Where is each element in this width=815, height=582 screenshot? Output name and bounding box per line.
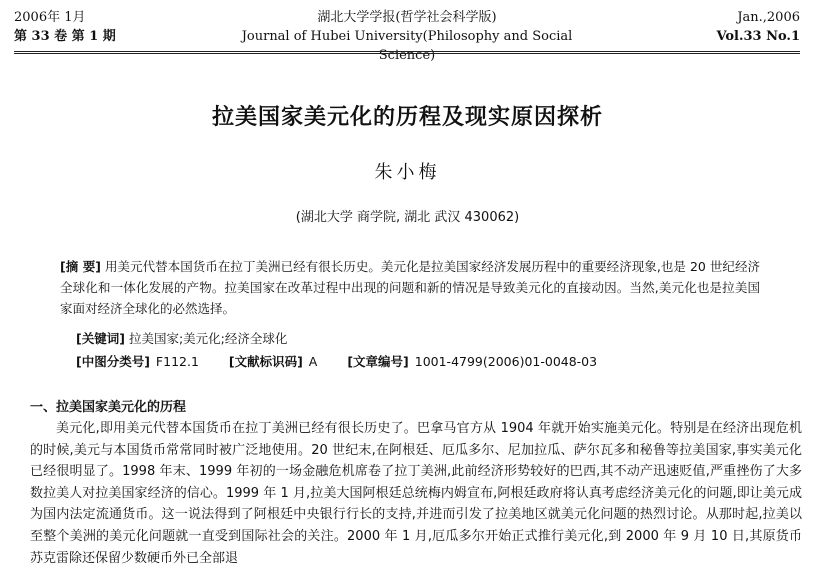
- article-no-label: [文章编号]: [347, 354, 409, 369]
- header-journal-cn: 湖北大学学报(哲学社会科学版): [317, 10, 497, 25]
- clc-value: F112.1: [155, 354, 199, 369]
- article-title: 拉美国家美元化的历程及现实原因探析: [211, 105, 603, 130]
- header-volume-cn: 第 33 卷 第 1 期: [14, 29, 116, 44]
- article-author: 朱小梅: [374, 162, 441, 183]
- keywords: [76, 328, 766, 349]
- header-volume-en: Vol.33 No.1: [716, 29, 800, 44]
- clc-label: [中图分类号]: [76, 354, 150, 369]
- running-header: [14, 8, 800, 63]
- header-journal-en: Journal of Hubei University(Philosophy and Social Science): [241, 29, 573, 63]
- body-paragraph: 美元化,即用美元代替本国货币在拉丁美洲已经有很长历史了。巴拿马官方从 1904 年就开始实施美元化。特别是在经济出现危机的时候,美元与本国货币常常同时被广泛地使用。20 世纪末,在阿根廷、厄瓜多尔、尼加拉瓜、萨尔瓦多和秘鲁等拉美国家,事实美元化已经很明显了。1998 年末、1999 年初的一场金融危机席卷了拉丁美洲,此前经济形势较好的巴西,其不动产迅速贬值,严重挫伤了大多数拉美人对拉美国家经济的信心。1999 年 1 月,拉美大国阿根廷总统梅内姆宣布,阿根廷政府将认真考虑经济美元化的问题,即让美元成为国内法定流通货币。这一说法得到了阿根廷中央银行行长的支持,并进而引发了拉美地区就美元化问题的热烈讨论。从那时起,拉美以至整个美洲的美元化问题就一直受到国际社会的关注。2000 年 1 月,厄瓜多尔开始正式推行美元化,到 2000 年 9 月 10 日,其原货币苏克雷除还保留少数硬币外已全部退: [30, 421, 802, 566]
- header-issue-date: [14, 8, 116, 46]
- header-journal-name: [214, 8, 600, 65]
- abstract: [60, 256, 760, 319]
- abstract-label: [摘 要]: [60, 259, 101, 274]
- header-issue-en: [716, 8, 800, 46]
- doc-code-value: A: [308, 354, 318, 369]
- abstract-text: 用美元代替本国货币在拉丁美洲已经有很长历史。美元化是拉美国家经济发展历程中的重要经济现象,也是 20 世纪经济全球化和一体化发展的产物。拉美国家在改革过程中出现的问题和新的情况是导致美元化的直接动因。当然,美元化也是拉美国家面对经济全球化的必然选择。: [60, 259, 760, 316]
- author-affiliation: (湖北大学 商学院, 湖北 武汉 430062): [295, 210, 520, 225]
- header-divider: [14, 51, 800, 54]
- header-date-en: Jan.,2006: [737, 10, 800, 25]
- keywords-text: 拉美国家;美元化;经济全球化: [128, 331, 288, 346]
- header-date: 2006年 1月: [14, 10, 86, 25]
- article-no-value: 1001-4799(2006)01-0048-03: [414, 354, 598, 369]
- doc-code-label: [文献标识码]: [228, 354, 303, 369]
- section-heading: 一、拉美国家美元化的历程: [30, 400, 187, 415]
- keywords-label: [关键词]: [76, 331, 125, 346]
- classification-line: [76, 351, 766, 372]
